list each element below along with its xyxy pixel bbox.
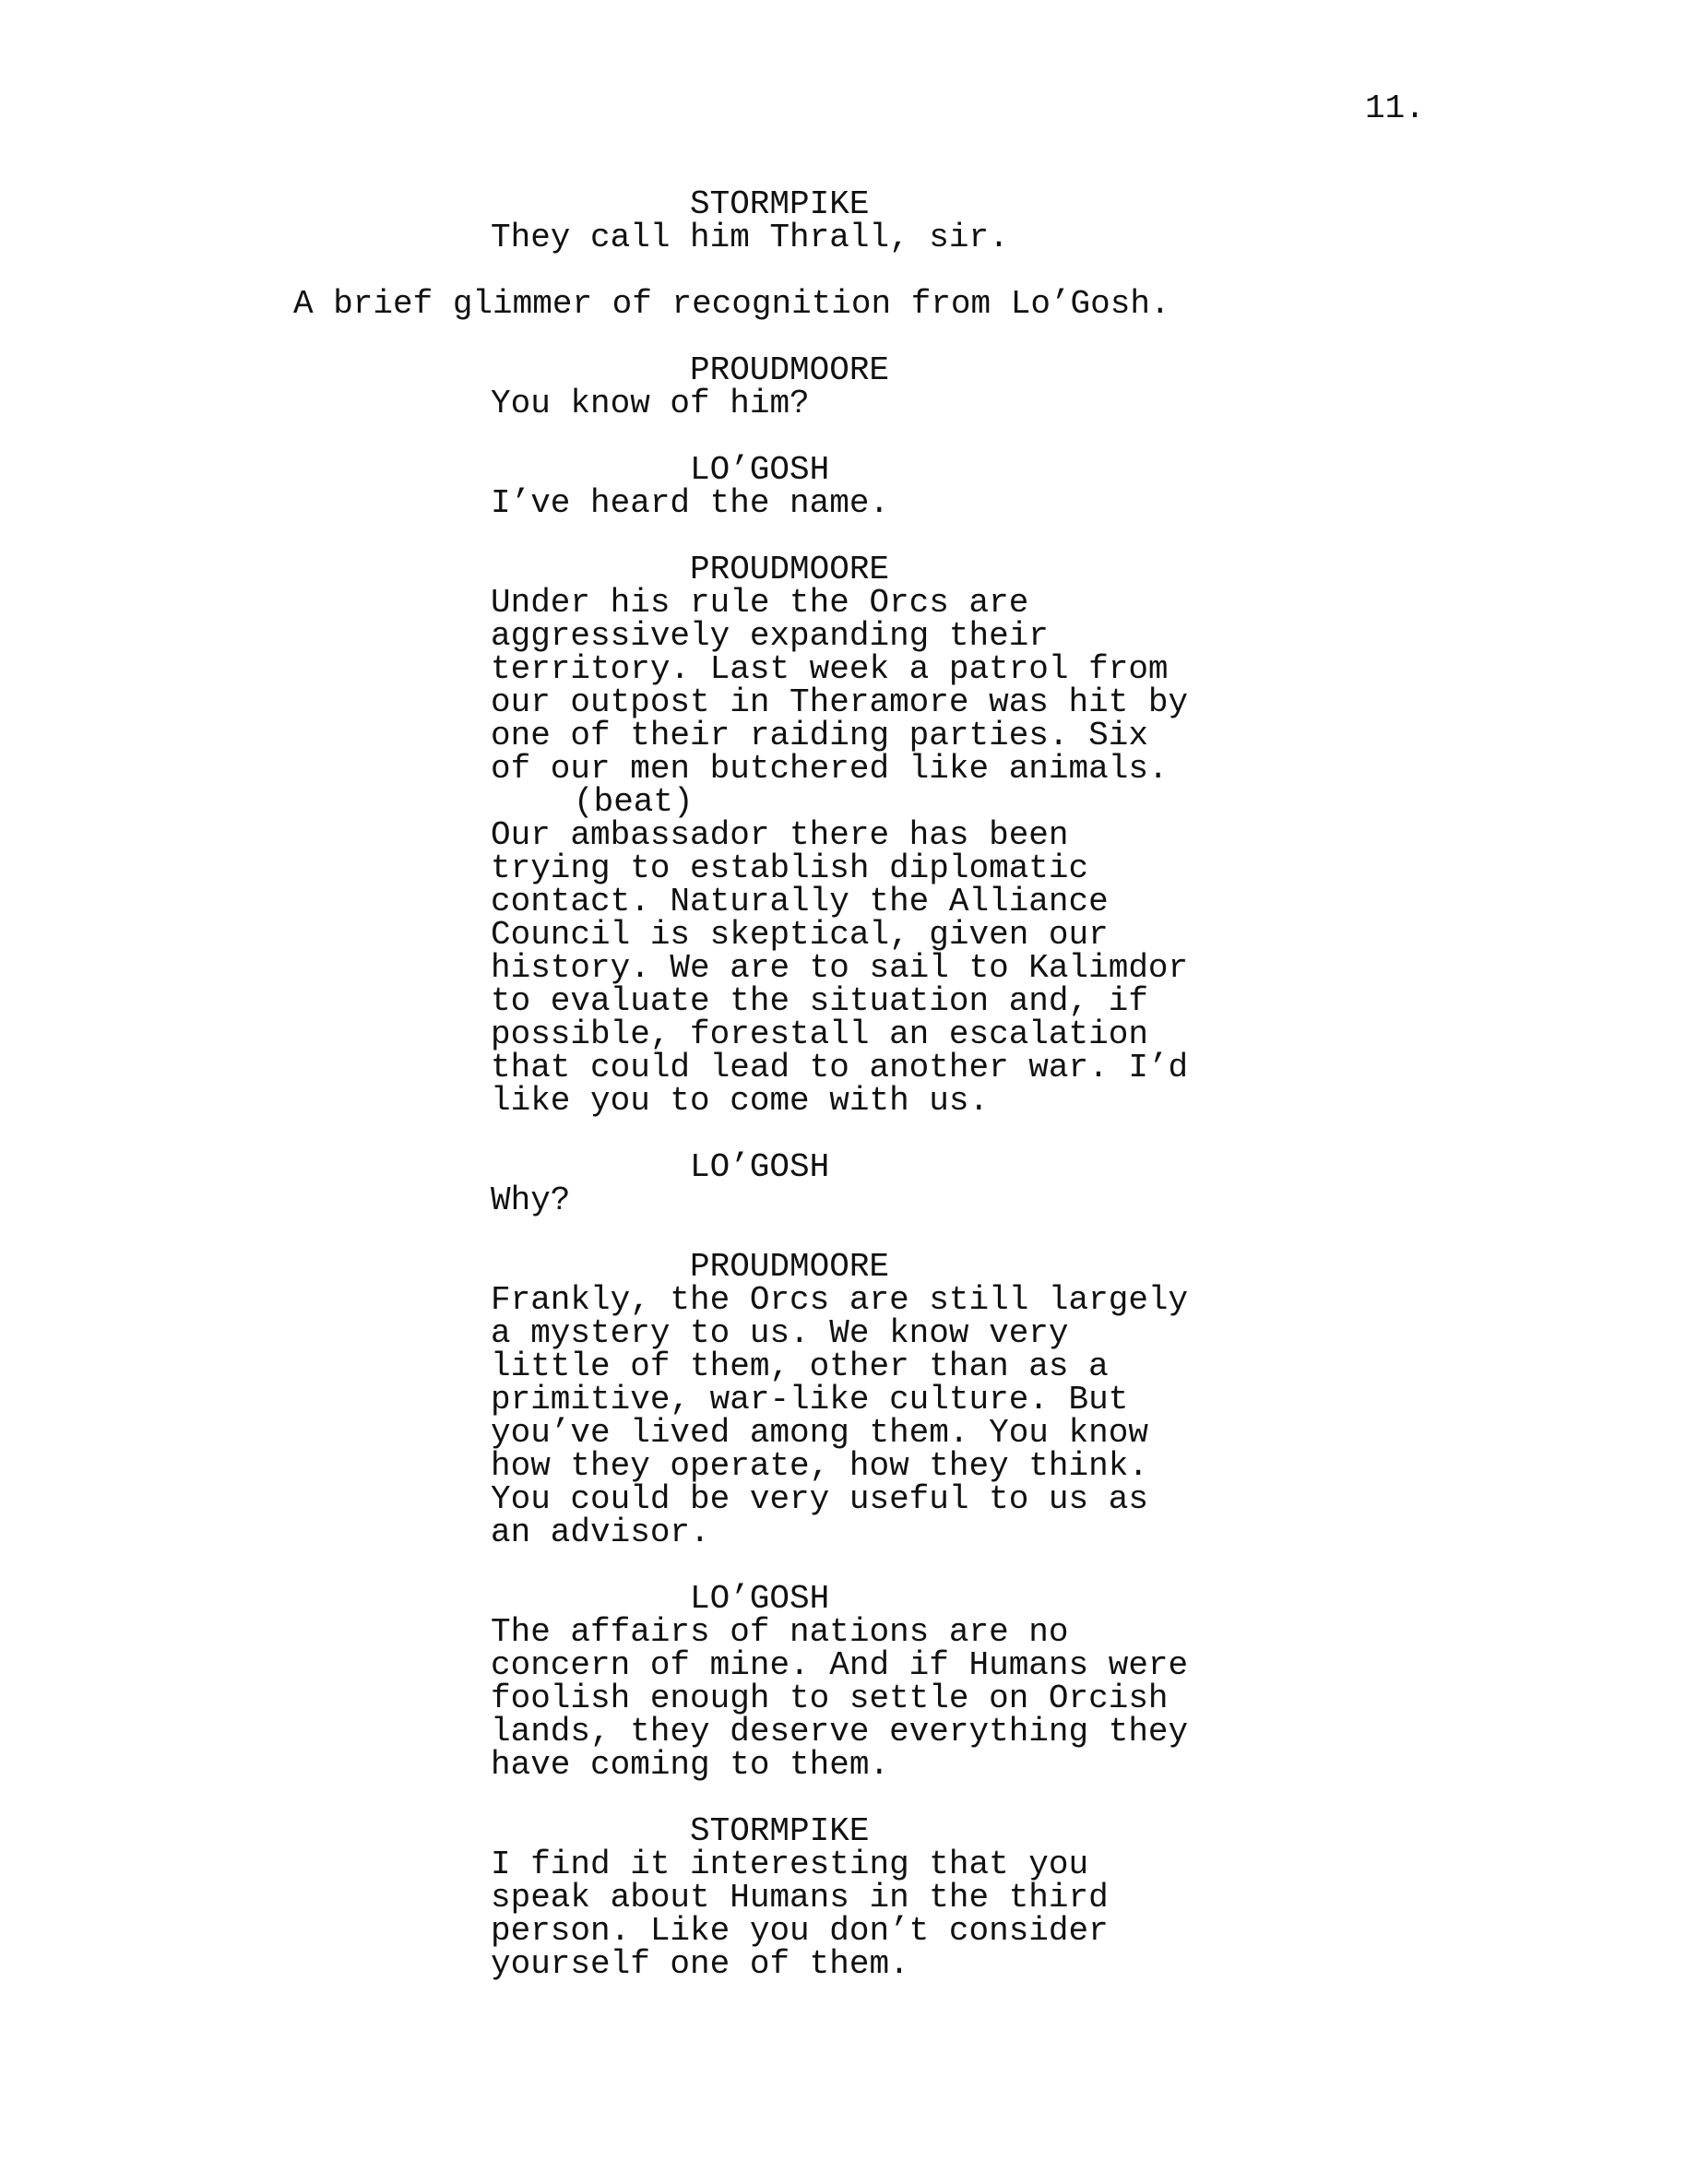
character-name: LO’GOSH [690, 1148, 830, 1186]
character-name: PROUDMOORE [690, 551, 890, 588]
spacer [0, 1549, 1686, 1583]
dialogue: I find it interesting that you speak about Humans in the third person. Like you don’t consider yourself one of them. [491, 1846, 1109, 1983]
page-number: 11. [1365, 89, 1425, 127]
spacer [0, 321, 1686, 354]
character-name: LO’GOSH [690, 1580, 830, 1618]
dialogue: The affairs of nations are no concern of mine. And if Humans were foolish enough to settle on Orcish lands, they deserve everything they have coming to them. [491, 1613, 1189, 1784]
dialogue: I’ve heard the name. [491, 484, 890, 522]
character-name: LO’GOSH [690, 451, 830, 489]
script-body [0, 185, 1686, 1983]
spacer [0, 255, 1686, 288]
dialogue: Our ambassador there has been trying to establish diplomatic contact. Naturally the Alliance Council is skeptical, given our history. We are to sail to Kalimdor to evaluate the situation and, if possible, forestall an escalation that could lead to another war. I’d like you to come with us. [491, 816, 1189, 1120]
spacer [0, 1118, 1686, 1151]
spacer [0, 421, 1686, 454]
character-name: STORMPIKE [690, 185, 870, 223]
character-name: PROUDMOORE [690, 1248, 890, 1286]
spacer [0, 1217, 1686, 1251]
spacer [0, 1782, 1686, 1815]
parenthetical: (beat) [574, 783, 694, 821]
dialogue: Under his rule the Orcs are aggressively expanding their territory. Last week a patrol from our outpost in Theramore was hit by one of their raiding parties. Six of our men butchered like animals. [491, 584, 1189, 788]
dialogue: Why? [491, 1181, 571, 1219]
dialogue: Frankly, the Orcs are still largely a mystery to us. We know very little of them, other than as a primitive, war-like culture. But you’ve lived among them. You know how they operate, how they think. You could be very useful to us as an advisor. [491, 1281, 1189, 1551]
character-name: PROUDMOORE [690, 351, 890, 389]
dialogue: They call him Thrall, sir. [491, 219, 1009, 256]
spacer [0, 520, 1686, 553]
dialogue: You know of him? [491, 385, 810, 422]
character-name: STORMPIKE [690, 1812, 870, 1850]
action-line: A brief glimmer of recognition from Lo’Gosh. [293, 285, 1170, 323]
